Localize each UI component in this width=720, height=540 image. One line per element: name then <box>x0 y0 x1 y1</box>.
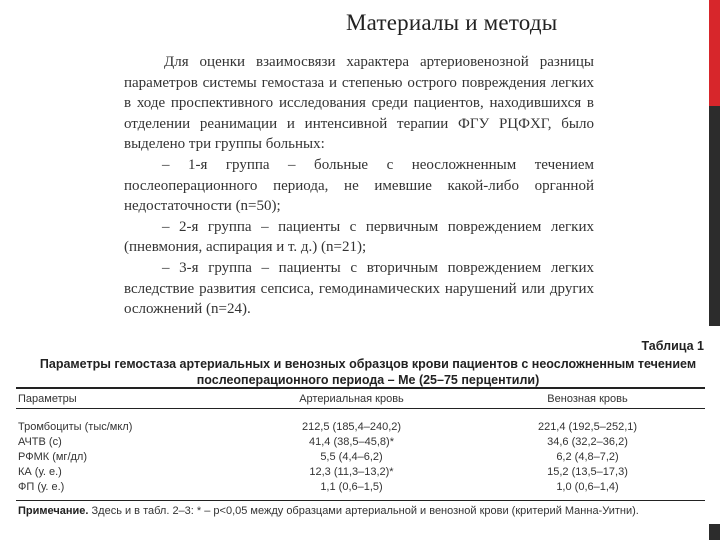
cell-parameter: Тромбоциты (тыс/мкл) <box>18 420 133 433</box>
table-caption: Таблица 1 <box>641 339 704 353</box>
body-text <box>124 52 594 320</box>
cell-venous: 34,6 (32,2–36,2) <box>547 435 628 448</box>
table-row <box>16 407 705 434</box>
group-item-1: – 1-я группа – больные с неосложненным течением послеоперационного периода, не имевшие какой-либо органной недостаточности (n=50); <box>124 156 594 215</box>
table-row <box>16 449 705 464</box>
table-row <box>16 464 705 479</box>
cell-parameter: КА (у. е.) <box>18 465 62 478</box>
slide-title: Материалы и методы <box>346 10 558 35</box>
header-parameters: Параметры <box>18 392 77 405</box>
cell-arterial: 212,5 (185,4–240,2) <box>301 420 402 433</box>
table-note <box>18 505 708 517</box>
table-row <box>16 479 705 494</box>
cell-arterial: 1,1 (0,6–1,5) <box>320 480 383 493</box>
accent-bar-dark <box>709 106 720 326</box>
cell-venous: 1,0 (0,6–1,4) <box>556 480 619 493</box>
table-rule-bottom <box>16 500 705 501</box>
cell-arterial: 41,4 (38,5–45,8)* <box>308 435 394 448</box>
note-text: Здесь и в табл. 2–3: * – p<0,05 между образцами артериальной и венозной крови (критерий Манна-Уитни). <box>88 505 639 517</box>
group-item-3: – 3-я группа – пациенты с вторичным повреждением легких вследствие развития сепсиса, гемодинамических нарушений или других осложнений (n=24). <box>124 259 594 318</box>
data-table <box>16 390 705 494</box>
table-title: Параметры гемостаза артериальных и венозных образцов крови пациентов с неосложненным течением послеоперационного периода – Me (25–75 перцентили) <box>39 357 697 387</box>
group-item-2: – 2-я группа – пациенты с первичным повреждением легких (пневмония, аспирация и т. д.) (n=21); <box>124 218 594 256</box>
cell-parameter: ФП (у. е.) <box>18 480 65 493</box>
corner-mark <box>709 524 720 540</box>
table-rule-top <box>16 387 705 389</box>
accent-bar-red <box>709 0 720 106</box>
table-row <box>16 434 705 449</box>
cell-venous: 6,2 (4,8–7,2) <box>556 450 619 463</box>
header-venous: Венозная кровь <box>547 392 628 405</box>
cell-arterial: 12,3 (11,3–13,2)* <box>309 465 394 478</box>
cell-parameter: АЧТВ (с) <box>18 435 62 448</box>
cell-arterial: 5,5 (4,4–6,2) <box>320 450 383 463</box>
cell-parameter: РФМК (мг/дл) <box>18 450 87 463</box>
intro-paragraph: Для оценки взаимосвязи характера артериовенозной разницы параметров системы гемостаза и степенью острого повреждения легких в ходе проспективного исследования среди пациентов, находившихся в отделении реанимации и интенсивной терапии ФГУ РЦФХГ, было выделено три группы больных: <box>124 54 594 153</box>
cell-venous: 15,2 (13,5–17,3) <box>547 465 628 478</box>
header-arterial: Артериальная кровь <box>299 392 404 405</box>
note-label: Примечание. <box>18 505 89 517</box>
table-header-row <box>16 390 705 407</box>
cell-venous: 221,4 (192,5–252,1) <box>537 420 638 433</box>
